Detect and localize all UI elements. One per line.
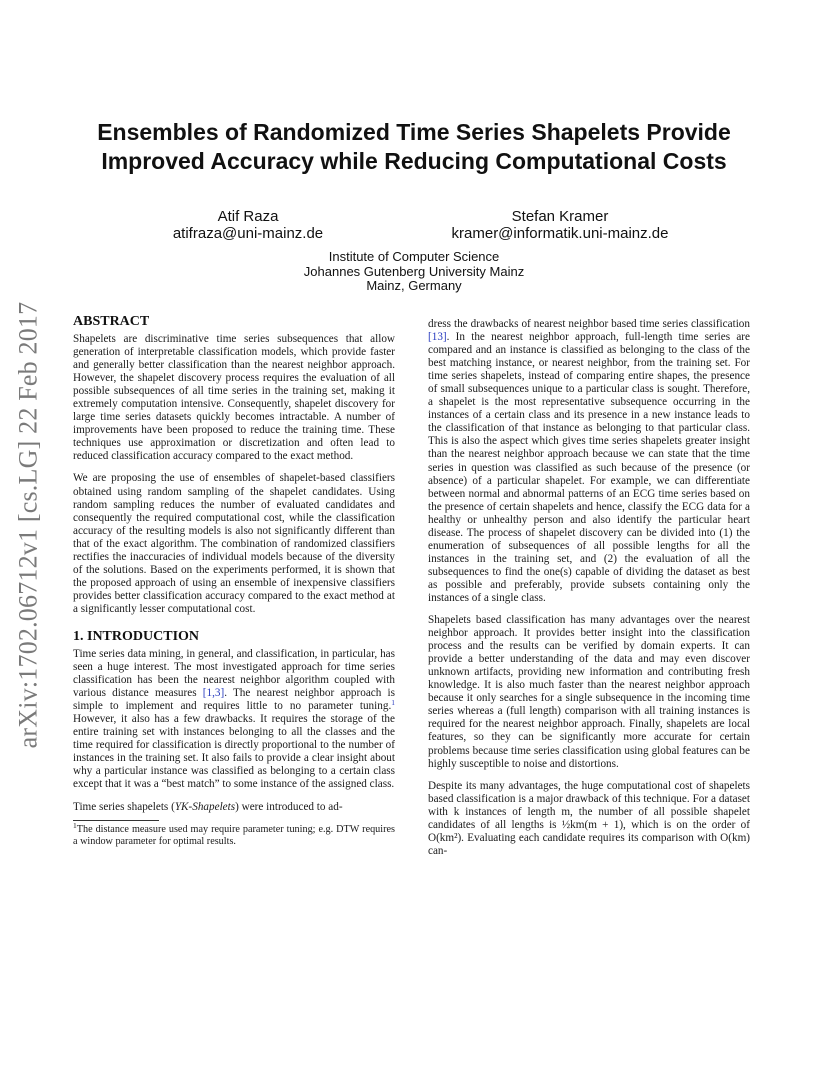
author-email: atifraza@uni-mainz.de <box>172 225 324 242</box>
paper-title-line-1: Ensembles of Randomized Time Series Shapelets Provide <box>97 119 731 145</box>
footnote-divider <box>73 820 159 821</box>
arxiv-identifier-text: arXiv:1702.06712v1 [cs.LG] 22 Feb 2017 <box>13 301 42 749</box>
abstract-paragraph-2: We are proposing the use of ensembles of shapelet-based classifiers obtained using random sampling of the shapelet candidates. Using random sampling reduces the number of evaluated candidates and consequently the required computational cost, while the classification accuracy of the resulting models is also not significantly different than that of the exact algorithm. The combination of randomized classifiers rectifies the inaccuracies of individual models because of the diversity of the solutions. Based on the experiments performed, it is shown that the proposed approach of using an ensemble of inexpensive classifiers provides better classification accuracy compared to the exact method at a significantly lesser computational cost. <box>73 472 395 615</box>
introduction-heading: 1. INTRODUCTION <box>73 628 200 644</box>
introduction-paragraph-1: Time series data mining, in general, and classification, in particular, has seen a huge interest. The most investigated approach for time series classification has been the nearest neighbor algorithm coupled with various distance measures [1,3]. The nearest neighbor approach is simple to implement and requires little to no parameter tuning.$^1$ However, it also has a few drawbacks. It requires the storage of the entire training set with instances belonging to all the classes and the time required for classification is directly proportional to the number of instances in the training set. It also fails to provide a clear insight about why a particular instance was classified as belonging to a certain class except that it was a “best match” to some instance of the assigned class. <box>73 647 395 791</box>
citation-link[interactable]: [1,3] <box>202 687 225 700</box>
affiliation <box>214 250 614 294</box>
arxiv-identifier <box>8 290 48 760</box>
abstract-paragraph-1: Shapelets are discriminative time series subsequences that allow generation of interpretable classification models, which provide faster and generally better classification than the nearest neighbor approach. However, the shapelet discovery process requires the evaluation of all possible subsequences of all time series in the training set, making it extremely computation intensive. Consequently, shapelet discovery for large time series datasets quickly becomes intractable. A number of improvements have been proposed to reduce the training time. These techniques use approximation or discretization and often lead to reduced classification accuracy compared to the exact method. <box>73 333 395 463</box>
author-email: kramer@informatik.uni-mainz.de <box>451 225 669 242</box>
right-column <box>428 318 750 858</box>
affiliation-university: Johannes Gutenberg University Mainz <box>303 263 525 279</box>
paper-title-line-2: Improved Accuracy while Reducing Computational Costs <box>101 148 727 174</box>
introduction-paragraph-2: Time series shapelets (YK-Shapelets) were introduced to ad- <box>73 800 343 813</box>
introduction-paragraph-4: Despite its many advantages, the huge computational cost of shapelets based classification is a major drawback of this technique. For a dataset with k instances of length m, the number of all possible shapelet candidates of all lengths is ½km(m + 1), which is on the order of O(km²). Evaluating each candidate requires its comparison with O(km) can- <box>428 779 750 857</box>
author-block-1 <box>120 208 376 242</box>
abstract-heading: ABSTRACT <box>73 314 150 329</box>
paper-title <box>60 118 768 176</box>
affiliation-location: Mainz, Germany <box>366 278 462 293</box>
footnote-number: 1 <box>73 820 77 830</box>
footnote-marker[interactable]: 1 <box>391 698 395 708</box>
left-column <box>73 313 395 848</box>
footnote-text: The distance measure used may require parameter tuning; e.g. DTW requires a window parameter for optimal results. <box>73 823 395 847</box>
author-name: Stefan Kramer <box>511 208 609 225</box>
introduction-paragraph-3: Shapelets based classification has many advantages over the nearest neighbor approach. It provides better insight into the classification process and the results can be verified by domain experts. It can provide a better understanding of the data and may even discover unknown artifacts, providing new information and contributing fresh knowledge. It is also much faster than the nearest neighbor approach because it only searches for a single subsequence in the incoming time series whereas a (full length) comparison with all training instances is required for the nearest neighbor approach. Finally, shapelets are local features, so they can be significantly more accurate for certain problems because time series classification using global features can be highly susceptible to noise and distortions. <box>428 614 750 770</box>
author-name: Atif Raza <box>217 208 279 225</box>
author-block-2 <box>420 208 700 242</box>
introduction-paragraph-2-continued: dress the drawbacks of nearest neighbor based time series classification [13]. In the nearest neighbor approach, full-length time series are compared and an instance is classified as belonging to the class of the best matching instance, or nearest neighbor, from the training set. For time series shapelets, instead of comparing entire shapes, the presence of small subsequences unique to a particular class is sought. Therefore, a shapelet is the most representative subsequence occurring in the instances of a certain class and its presence in a new instance leads to the classification of that instance as belonging to that particular class. This is also the aspect which gives time series shapelets greater insight than the nearest neighbor approach because we can state that the time series in question was classified as such because of the presence (or absence) of a particular shapelet. For example, we can differentiate between normal and abnormal patterns of an ECG time series based on the presence of certain shapelets and hence, classify the ECG data for a healthy or unhealthy person and also identify the particular heart disease. The process of shapelet discovery can be divided into (1) the enumeration of subsequences of all possible lengths for all the instances in the training set, and (2) the evaluation of all the subsequences to find the one(s) capable of dividing the dataset as best as possible and preferably, provide subsets containing only the instances of a single class. <box>428 318 750 604</box>
shapelets-term: YK-Shapelets <box>174 800 236 813</box>
citation-link[interactable]: [13] <box>428 331 447 344</box>
affiliation-institute: Institute of Computer Science <box>328 249 500 264</box>
footnote <box>73 820 395 848</box>
